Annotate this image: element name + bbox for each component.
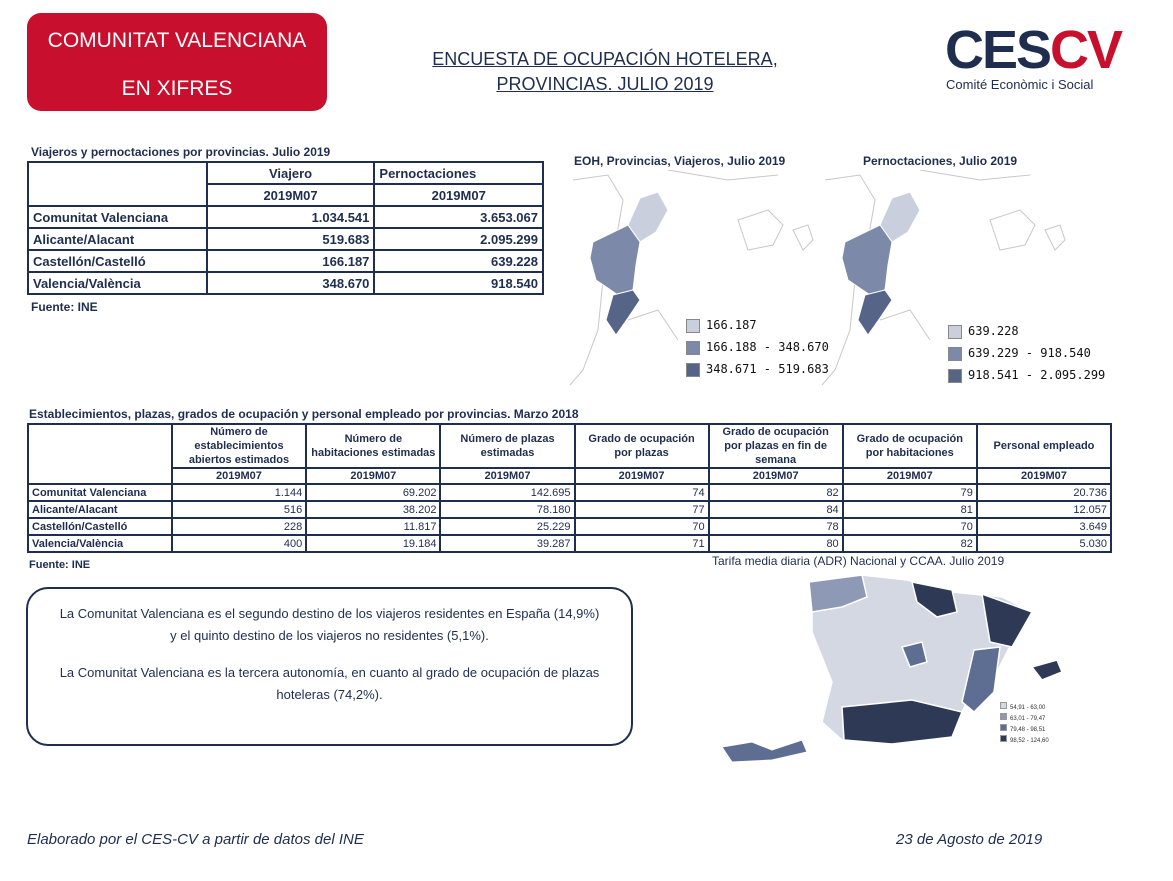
- table2-header: Personal empleado: [977, 424, 1111, 468]
- balearic-islands-outline: [990, 210, 1035, 250]
- table-cell: 78.180: [440, 501, 574, 518]
- table-cell: 5.030: [977, 535, 1111, 552]
- table-cell: 84: [709, 501, 843, 518]
- legend-swatch: [1000, 735, 1007, 742]
- viajero-value: 519.683: [207, 228, 375, 250]
- island-outline: [793, 225, 813, 250]
- table2-header: Número de establecimientos abiertos estimados: [172, 424, 307, 468]
- table-cell: 69.202: [306, 484, 440, 501]
- title-line-1: ENCUESTA DE OCUPACIÓN HOTELERA,: [432, 49, 778, 69]
- map-spain-title: Tarifa media diaria (ADR) Nacional y CCAA. Julio 2019: [712, 554, 1005, 568]
- table-cell: 80: [709, 535, 843, 552]
- legend-swatch: [1000, 724, 1007, 731]
- table2-header: Grado de ocupación por habitaciones: [843, 424, 977, 468]
- valencia-region: [590, 225, 640, 295]
- map-viajeros-legend: [686, 318, 829, 384]
- viajero-value: 1.034.541: [207, 206, 375, 228]
- table-cell: 400: [172, 535, 307, 552]
- table2-period: 2019M07: [575, 468, 709, 484]
- footer-date: 23 de Agosto de 2019: [896, 831, 1043, 848]
- highlights-box: [26, 587, 633, 746]
- table2-period: 2019M07: [440, 468, 574, 484]
- row-label: Comunitat Valenciana: [28, 484, 172, 501]
- legend-item: 639.228: [948, 324, 1105, 346]
- legend-item: 918.541 - 2.095.299: [948, 368, 1105, 390]
- table1-header-pernoctaciones: Pernoctaciones: [374, 162, 543, 184]
- coastline-outline: [628, 310, 678, 340]
- table-cell: 20.736: [977, 484, 1111, 501]
- row-label: Valencia/València: [28, 535, 172, 552]
- map-spain-legend: [1000, 702, 1049, 746]
- logo-subtitle: Comité Econòmic i Social: [946, 77, 1094, 92]
- legend-swatch: [1000, 702, 1007, 709]
- map-viajeros-title: EOH, Provincias, Viajeros, Julio 2019: [574, 154, 786, 168]
- table-cell: 19.184: [306, 535, 440, 552]
- table-row: [28, 484, 1111, 501]
- table-cell: 3.649: [977, 518, 1111, 535]
- legend-swatch: [686, 319, 700, 333]
- legend-item: 63,01 - 79,47: [1000, 713, 1049, 724]
- france-outline: [668, 170, 778, 180]
- table1-period: 2019M07: [207, 184, 375, 206]
- alicante-region: [858, 290, 892, 335]
- table-cell: 12.057: [977, 501, 1111, 518]
- legend-item: 79,48 - 98,51: [1000, 724, 1049, 735]
- table2-period: 2019M07: [977, 468, 1111, 484]
- table-cell: 82: [843, 535, 977, 552]
- france-outline: [920, 170, 1030, 180]
- spain-region-canary: [722, 740, 807, 762]
- row-label: Alicante/Alacant: [28, 228, 207, 250]
- table-cell: 142.695: [440, 484, 574, 501]
- legend-swatch: [1000, 713, 1007, 720]
- table-cell: 1.144: [172, 484, 307, 501]
- table-cell: 79: [843, 484, 977, 501]
- table-cell: 70: [843, 518, 977, 535]
- pernoctaciones-value: 918.540: [374, 272, 543, 294]
- table1-caption: Viajeros y pernoctaciones por provincias. Julio 2019: [31, 145, 331, 159]
- pernoctaciones-value: 639.228: [374, 250, 543, 272]
- valencia-region: [842, 225, 892, 295]
- cescv-logo: [945, 20, 1122, 96]
- island-outline: [1045, 225, 1065, 250]
- table-cell: 81: [843, 501, 977, 518]
- table-row: [28, 518, 1111, 535]
- legend-item: 166.188 - 348.670: [686, 340, 829, 362]
- legend-item: 639.229 - 918.540: [948, 346, 1105, 368]
- highlight-paragraph-2: La Comunitat Valenciana es la tercera autonomía, en cuanto al grado de ocupación de plazas hoteleras (74,2%).: [59, 665, 600, 702]
- table2-period: 2019M07: [172, 468, 307, 484]
- row-label: Castellón/Castelló: [28, 250, 207, 272]
- table-cell: 39.287: [440, 535, 574, 552]
- table2-period: 2019M07: [843, 468, 977, 484]
- table-cell: 25.229: [440, 518, 574, 535]
- legend-item: 166.187: [686, 318, 829, 340]
- badge-line-1: COMUNITAT VALENCIANA: [47, 29, 307, 52]
- legend-item: 348.671 - 519.683: [686, 362, 829, 384]
- table-row: [28, 206, 543, 228]
- table1-source: Fuente: INE: [31, 300, 98, 314]
- legend-swatch: [948, 325, 962, 339]
- table2-header: Número de habitaciones estimadas: [306, 424, 440, 468]
- table1-header-viajero: Viajero: [207, 162, 375, 184]
- table2-header: Grado de ocupación por plazas en fin de semana: [709, 424, 843, 468]
- alicante-region: [606, 290, 640, 335]
- table2-header: Número de plazas estimadas: [440, 424, 574, 468]
- table-cell: 38.202: [306, 501, 440, 518]
- title-badge: [27, 13, 327, 111]
- legend-item: 98,52 - 124,60: [1000, 735, 1049, 746]
- pernoctaciones-value: 3.653.067: [374, 206, 543, 228]
- table-cell: 82: [709, 484, 843, 501]
- spain-region-balearic: [1032, 660, 1062, 680]
- table2-corner: [28, 424, 172, 484]
- map-pernoctaciones-title: Pernoctaciones, Julio 2019: [863, 154, 1018, 168]
- legend-item: 54,91 - 63,00: [1000, 702, 1049, 713]
- viajero-value: 348.670: [207, 272, 375, 294]
- table-cell: 71: [575, 535, 709, 552]
- table-cell: 516: [172, 501, 307, 518]
- table-cell: 74: [575, 484, 709, 501]
- row-label: Comunitat Valenciana: [28, 206, 207, 228]
- coastline-outline: [880, 310, 930, 340]
- legend-swatch: [686, 363, 700, 377]
- highlight-paragraph-1: La Comunitat Valenciana es el segundo destino de los viajeros residentes en España (14,9%) y el quinto destino de los viajeros no residentes (5,1%).: [59, 606, 600, 643]
- footer-credit: Elaborado por el CES-CV a partir de datos del INE: [27, 831, 364, 848]
- table-cell: 70: [575, 518, 709, 535]
- row-label: Valencia/València: [28, 272, 207, 294]
- table-row: [28, 250, 543, 272]
- row-label: Castellón/Castelló: [28, 518, 172, 535]
- table1-corner: [28, 162, 207, 206]
- balearic-islands-outline: [738, 210, 783, 250]
- legend-swatch: [686, 341, 700, 355]
- table2-period: 2019M07: [306, 468, 440, 484]
- table-cell: 78: [709, 518, 843, 535]
- logo-wordmark: CESCV: [945, 20, 1122, 80]
- table2-source: Fuente: INE: [29, 559, 91, 571]
- legend-swatch: [948, 369, 962, 383]
- table2-header: Grado de ocupación por plazas: [575, 424, 709, 468]
- table-cell: 228: [172, 518, 307, 535]
- establecimientos-table: [27, 423, 1112, 553]
- table2-period: 2019M07: [709, 468, 843, 484]
- table1-period: 2019M07: [374, 184, 543, 206]
- table-cell: 11.817: [306, 518, 440, 535]
- table-cell: 77: [575, 501, 709, 518]
- table-row: [28, 535, 1111, 552]
- title-line-2: PROVINCIAS. JULIO 2019: [496, 74, 714, 94]
- table-row: [28, 272, 543, 294]
- row-label: Alicante/Alacant: [28, 501, 172, 518]
- badge-line-2: EN XIFRES: [121, 77, 233, 100]
- viajero-value: 166.187: [207, 250, 375, 272]
- table-row: [28, 228, 543, 250]
- table-row: [28, 501, 1111, 518]
- legend-swatch: [948, 347, 962, 361]
- map-pernoctaciones-legend: [948, 324, 1105, 390]
- table2-caption: Establecimientos, plazas, grados de ocupación y personal empleado por provincias. Marzo 2018: [29, 407, 579, 421]
- viajeros-pernoctaciones-table: [27, 161, 544, 295]
- pernoctaciones-value: 2.095.299: [374, 228, 543, 250]
- document-title: [395, 47, 815, 97]
